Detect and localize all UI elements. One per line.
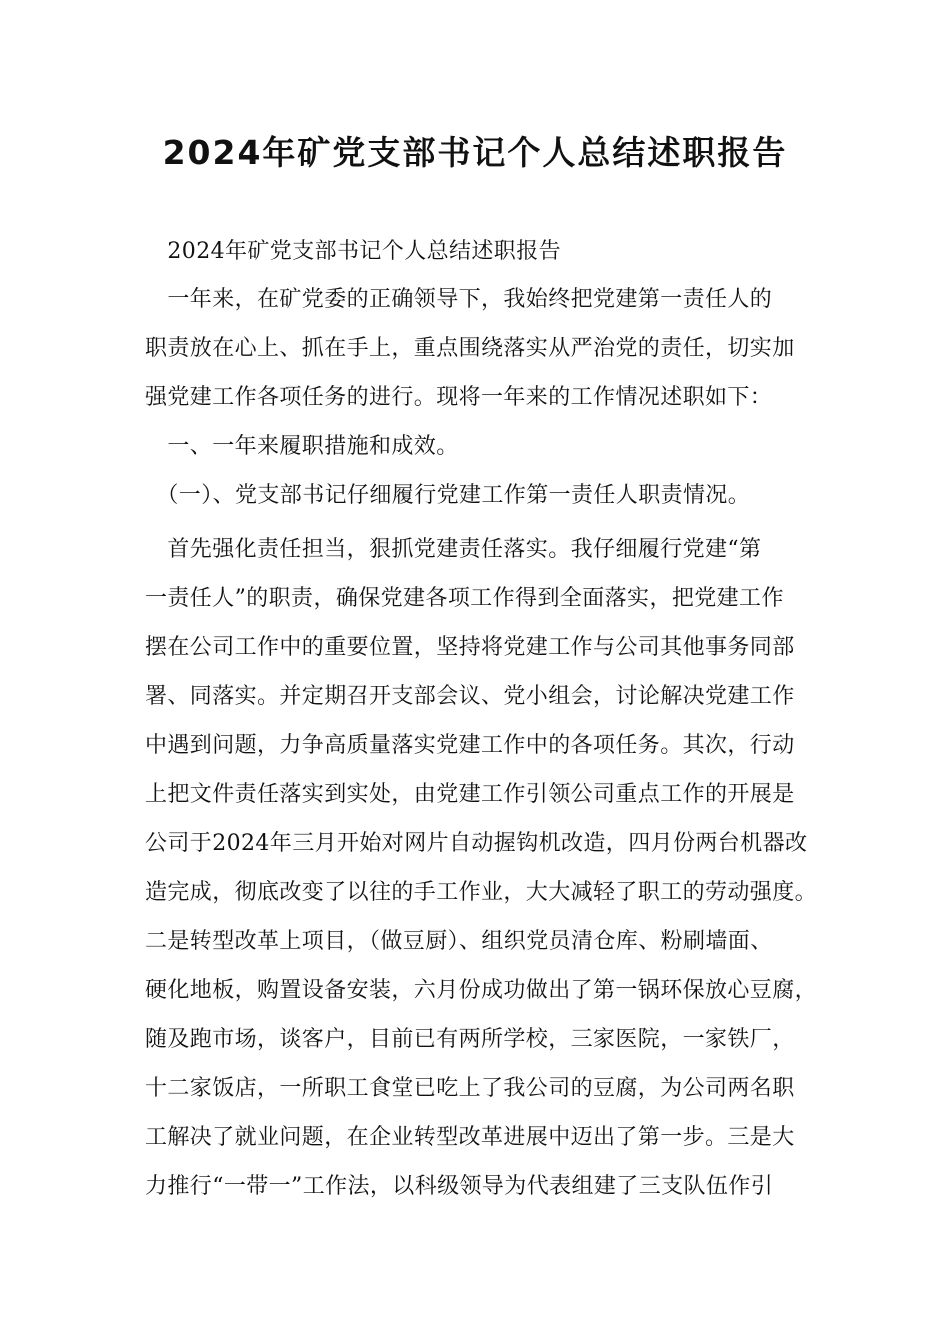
- body-line: 强党建工作各项任务的进行。现将一年来的工作情况述职如下：: [145, 385, 773, 410]
- body-line: 力推行“一带一”工作法，以科级领导为代表组建了三支队伍作引: [145, 1174, 774, 1199]
- body-line: 工解决了就业问题，在企业转型改革进展中迈出了第一步。三是大: [145, 1125, 795, 1150]
- body-line: 职责放在心上、抓在手上，重点围绕落实从严治党的责任，切实加: [145, 336, 795, 361]
- body-line: 摆在公司工作中的重要位置，坚持将党建工作与公司其他事务同部: [145, 635, 795, 660]
- body-line: 造完成，彻底改变了以往的手工作业，大大减轻了职工的劳动强度。: [145, 880, 818, 905]
- body-line: 一年来，在矿党委的正确领导下，我始终把党建第一责任人的: [145, 287, 773, 312]
- body-line: 首先强化责任担当，狠抓党建责任落实。我仔细履行党建“第: [145, 537, 762, 562]
- body-line: 十二家饭店，一所职工食堂已吃上了我公司的豆腐，为公司两名职: [145, 1076, 795, 1101]
- body-line: 2024年矿党支部书记个人总结述职报告: [145, 239, 561, 264]
- body-line: 署、同落实。并定期召开支部会议、党小组会，讨论解决党建工作: [145, 684, 795, 709]
- subsection-heading: （一）、党支部书记仔细履行党建工作第一责任人职责情况。: [145, 483, 751, 508]
- body-line: 二是转型改革上项目，（做豆厨）、组织党员清仓库、粉刷墙面、: [145, 929, 773, 954]
- body-line: 上把文件责任落实到实处，由党建工作引领公司重点工作的开展是: [145, 782, 795, 807]
- section-heading: 一、一年来履职措施和成效。: [145, 434, 459, 459]
- body-line: 公司于2024年三月开始对网片自动握钩机改造，四月份两台机器改: [145, 831, 808, 856]
- body-line: 硬化地板，购置设备安装，六月份成功做出了第一锅环保放心豆腐，: [145, 978, 818, 1003]
- body-line: 中遇到问题，力争高质量落实党建工作中的各项任务。其次，行动: [145, 733, 795, 758]
- document-title: 2024年矿党支部书记个人总结述职报告: [162, 133, 788, 172]
- body-line: 一责任人”的职责，确保党建各项工作得到全面落实，把党建工作: [145, 586, 784, 611]
- body-line: 随及跑市场，谈客户，目前已有两所学校，三家医院，一家铁厂，: [145, 1027, 795, 1052]
